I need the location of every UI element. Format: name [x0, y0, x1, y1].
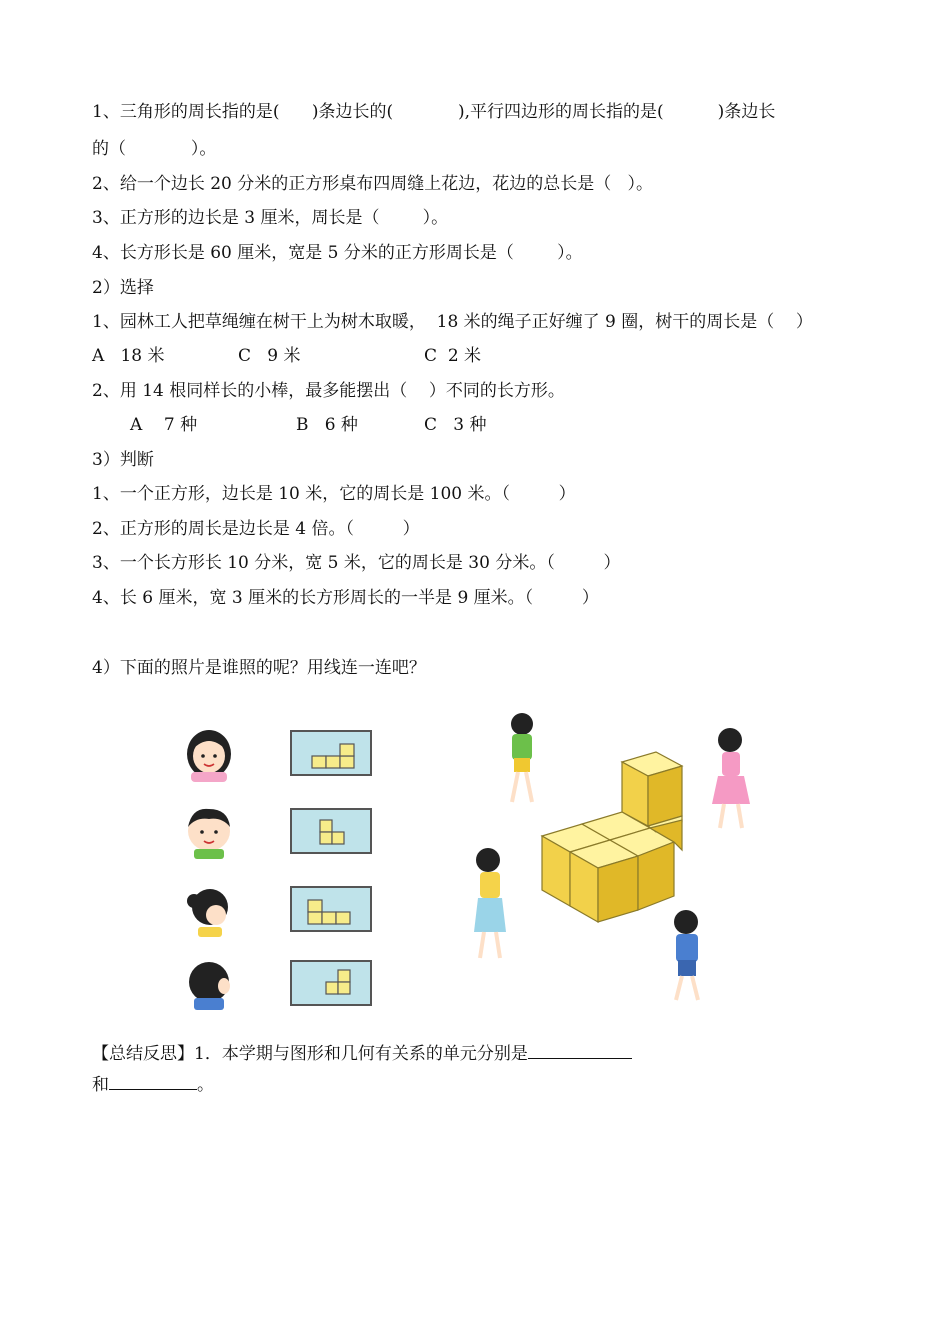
- fill-q2: 2、给一个边长 20 分米的正方形桌布四周缝上花边，花边的总长是（ ）。: [92, 174, 653, 194]
- child-pink-camera-figure: [712, 728, 750, 828]
- choice-q2-option-b: B 6 种: [296, 415, 358, 435]
- summary-prompt: 【总结反思】1．本学期与图形和几何有关系的单元分别是: [92, 1044, 528, 1064]
- girl-side-head-icon[interactable]: [182, 885, 236, 939]
- summary-blank-2[interactable]: [109, 1071, 197, 1090]
- child-yellow-camera-figure: [474, 848, 506, 958]
- block-view-shape: [292, 732, 374, 778]
- child-blue-camera-figure: [674, 910, 698, 1000]
- summary-and: 和: [92, 1075, 109, 1095]
- view-card-3[interactable]: [290, 886, 372, 932]
- choice-q2: 2、用 14 根同样长的小棒，最多能摆出（ ）不同的长方形。: [92, 381, 565, 401]
- boy-face-icon[interactable]: [182, 805, 236, 859]
- fill-q1-line1: 1、三角形的周长指的是( )条边长的( ),平行四边形的周长指的是( )条边长: [92, 102, 776, 122]
- judge-q3: 3、一个长方形长 10 分米，宽 5 米，它的周长是 30 分米。（ ）: [92, 553, 621, 573]
- summary-end: 。: [197, 1075, 214, 1095]
- boy-back-head-icon[interactable]: [182, 958, 236, 1012]
- choice-q2-option-a: A 7 种: [130, 415, 198, 435]
- fill-q4: 4、长方形长是 60 厘米，宽是 5 分米的正方形周长是（ ）。: [92, 243, 583, 263]
- child-back-camera-figure: [511, 713, 533, 802]
- judge-q4: 4、长 6 厘米，宽 3 厘米的长方形周长的一半是 9 厘米。（ ）: [92, 588, 599, 608]
- choice-q1-option-a: A 18 米: [92, 346, 165, 366]
- cube-scene-illustration: [460, 700, 790, 1020]
- view-card-1[interactable]: [290, 730, 372, 776]
- choice-q1-option-c: C 2 米: [424, 346, 482, 366]
- choice-q2-option-c: C 3 种: [424, 415, 487, 435]
- choice-heading: 2）选择: [92, 278, 154, 298]
- summary-line2: [92, 1071, 214, 1097]
- stacked-cubes: [542, 752, 682, 922]
- girl-face-icon[interactable]: [182, 728, 236, 782]
- match-heading: 4）下面的照片是谁照的呢？用线连一连吧？: [92, 658, 426, 678]
- judge-heading: 3）判断: [92, 450, 154, 470]
- matching-figure: [170, 700, 790, 1020]
- judge-q2: 2、正方形的周长是边长是 4 倍。（ ）: [92, 519, 420, 539]
- block-view-shape: [292, 888, 374, 934]
- summary-line1: [92, 1040, 632, 1066]
- view-card-2[interactable]: [290, 808, 372, 854]
- summary-blank-1[interactable]: [528, 1040, 632, 1059]
- judge-q1: 1、一个正方形，边长是 10 米，它的周长是 100 米。（ ）: [92, 484, 576, 504]
- choice-q1: 1、园林工人把草绳缠在树干上为树木取暖， 18 米的绳子正好缠了 9 圈，树干的周长是（ ）: [92, 312, 813, 332]
- block-view-shape: [292, 810, 374, 856]
- choice-q1-option-b: C 9 米: [238, 346, 301, 366]
- block-view-shape: [292, 962, 374, 1008]
- fill-q1-line2: 的（ ）。: [92, 139, 217, 159]
- view-card-4[interactable]: [290, 960, 372, 1006]
- fill-q3: 3、正方形的边长是 3 厘米，周长是（ ）。: [92, 208, 449, 228]
